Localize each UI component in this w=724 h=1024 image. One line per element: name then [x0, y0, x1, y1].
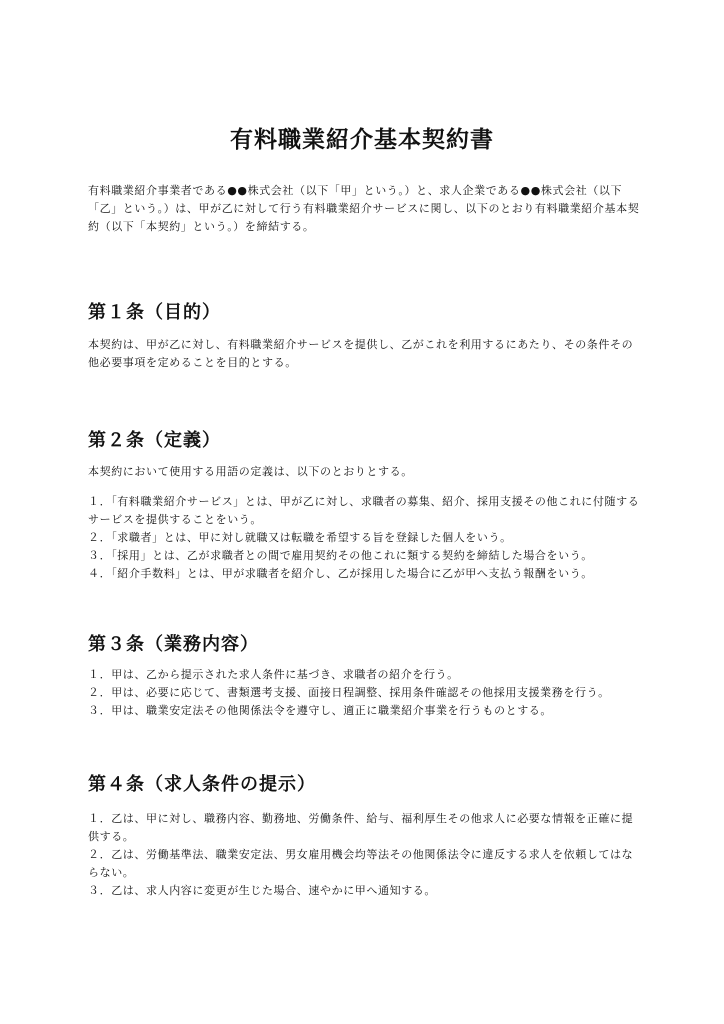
list-item: １．甲は、乙から提示された求人条件に基づき、求職者の紹介を行う。 [88, 668, 459, 681]
article-2-list [88, 493, 640, 583]
list-item: ３．「採用」とは、乙が求職者との間で雇用契約その他これに類する契約を締結した場合をいう。 [88, 549, 593, 562]
list-item: ２．乙は、労働基準法、職業安定法、男女雇用機会均等法その他関係法令に違反する求人を依頼してはならない。 [88, 848, 634, 879]
article-3-heading: 第３条（業務内容） [88, 634, 259, 655]
article-1-body-block [88, 336, 640, 372]
list-item: １．「有料職業紹介サービス」とは、甲が乙に対し、求職者の募集、紹介、採用支援その他これに付随するサービスを提供することをいう。 [88, 495, 640, 526]
article-1-heading: 第１条（目的） [88, 302, 221, 323]
list-item: １．乙は、甲に対し、職務内容、勤務地、労働条件、給与、福利厚生その他求人に必要な情報を正確に提供する。 [88, 812, 634, 843]
intro-paragraph-block [88, 182, 640, 236]
article-4-list [88, 810, 640, 900]
article-3-body-block [88, 666, 640, 720]
article-4-body-block [88, 810, 640, 900]
list-item: ３．乙は、求人内容に変更が生じた場合、速やかに甲へ通知する。 [88, 884, 436, 897]
article-2-body: 本契約において使用する用語の定義は、以下のとおりとする。 [88, 465, 413, 478]
list-item: ３．甲は、職業安定法その他関係法令を遵守し、適正に職業紹介事業を行うものとする。 [88, 704, 552, 717]
article-2-body-block [88, 463, 640, 583]
list-item: ４．「紹介手数料」とは、甲が求職者を紹介し、乙が採用した場合に乙が甲へ支払う報酬をいう。 [88, 567, 593, 580]
list-item: ２．「求職者」とは、甲に対し就職又は転職を希望する旨を登録した個人をいう。 [88, 531, 512, 544]
article-1-body: 本契約は、甲が乙に対し、有料職業紹介サービスを提供し、乙がこれを利用するにあたり、その条件その他必要事項を定めることを目的とする。 [88, 338, 634, 369]
document-title: 有料職業紹介基本契約書 [230, 127, 494, 153]
list-item: ２．甲は、必要に応じて、書類選考支援、面接日程調整、採用条件確認その他採用支援業務を行う。 [88, 686, 610, 699]
article-3-list [88, 666, 640, 720]
intro-paragraph: 有料職業紹介事業者である●●株式会社（以下「甲」という。）と、求人企業である●●株式会社（以下「乙」という。）は、甲が乙に対して行う有料職業紹介サービスに関し、以下のとおり有料職業紹介基本契約（以下「本契約」という。）を締結する。 [88, 184, 640, 233]
article-2-heading: 第２条（定義） [88, 430, 221, 451]
article-4-heading: 第４条（求人条件の提示） [88, 774, 316, 795]
